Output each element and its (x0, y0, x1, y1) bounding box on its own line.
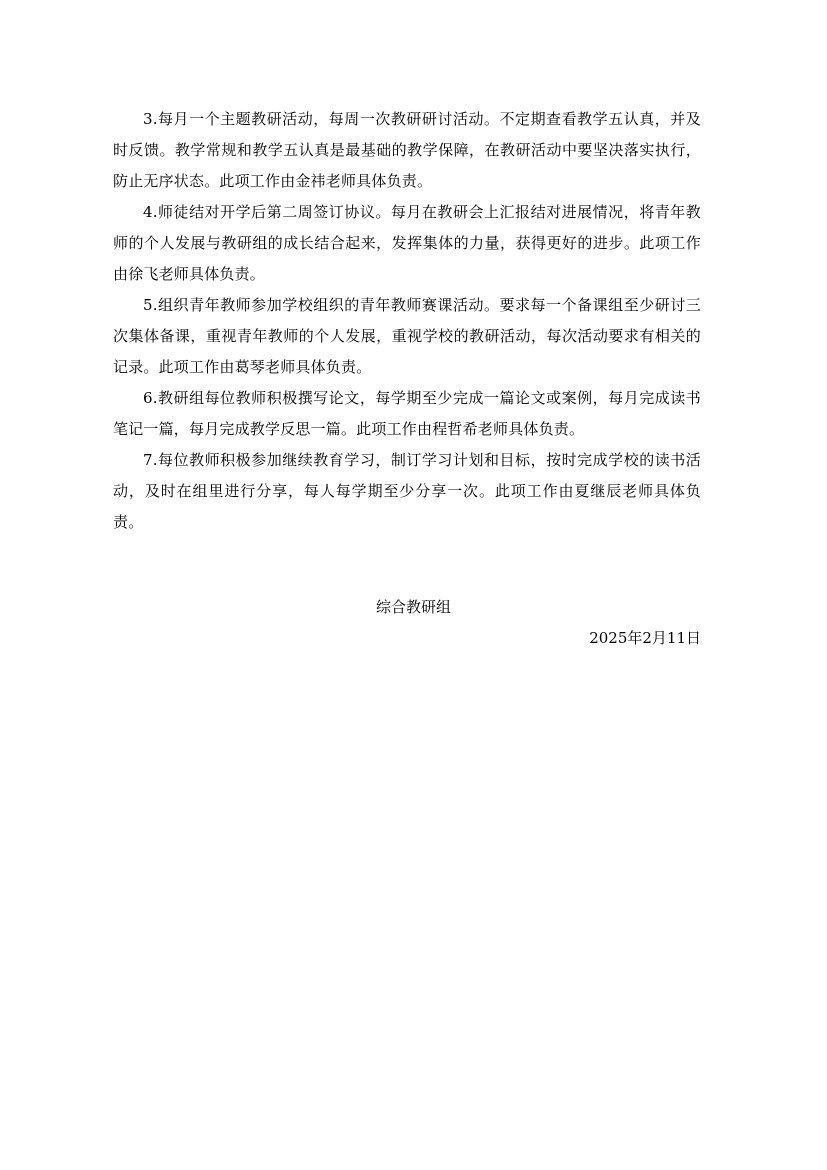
signature-organization: 综合教研组 (375, 598, 451, 616)
document-body (113, 104, 701, 538)
paragraph-item-3: 3.每月一个主题教研活动，每周一次教研研讨活动。不定期查看教学五认真，并及时反馈。教学常规和教学五认真是最基础的教学保障，在教研活动中要坚决落实执行，防止无序状态。此项工作由金祎老师具体负责。 (113, 110, 701, 190)
paragraph-item-4: 4.师徒结对开学后第二周签订协议。每月在教研会上汇报结对进展情况，将青年教师的个人发展与教研组的成长结合起来，发挥集体的力量，获得更好的进步。此项工作由徐飞老师具体负责。 (113, 203, 701, 283)
paragraph-item-6: 6.教研组每位教师积极撰写论文，每学期至少完成一篇论文或案例，每月完成读书笔记一篇，每月完成教学反思一篇。此项工作由程哲希老师具体负责。 (113, 389, 701, 438)
paragraph-item-7: 7.每位教师积极参加继续教育学习，制订学习计划和目标，按时完成学校的读书活动，及时在组里进行分享，每人每学期至少分享一次。此项工作由夏继辰老师具体负责。 (113, 451, 701, 531)
signature-date: 2025年2月11日 (589, 629, 701, 647)
paragraph-item-5: 5.组织青年教师参加学校组织的青年教师赛课活动。要求每一个备课组至少研讨三次集体备课，重视青年教师的个人发展，重视学校的教研活动，每次活动要求有相关的记录。此项工作由葛琴老师具体负责。 (113, 296, 701, 376)
